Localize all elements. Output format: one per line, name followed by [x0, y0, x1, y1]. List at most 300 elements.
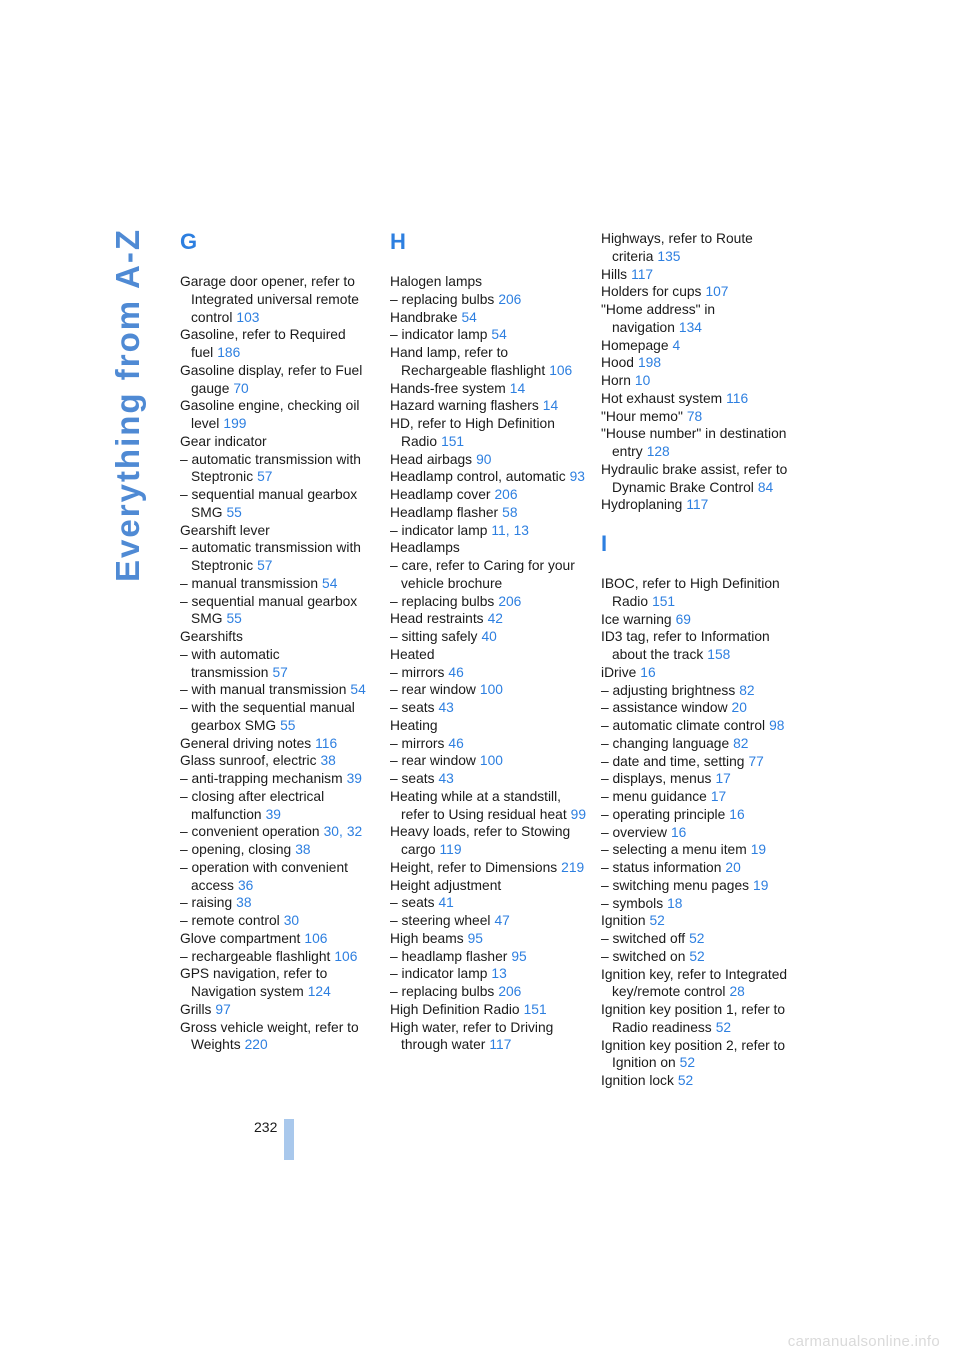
page-reference-link[interactable]: 124	[307, 984, 331, 999]
index-entry	[601, 266, 801, 284]
page-reference-link[interactable]: 54	[322, 575, 338, 591]
index-term: Horn	[601, 373, 631, 388]
index-entry	[390, 451, 590, 469]
index-entry	[180, 788, 380, 824]
page-reference-link[interactable]: 151	[652, 593, 676, 609]
index-term: Ignition key position 2, refer to Ignition on	[601, 1037, 786, 1071]
page-reference-link[interactable]: 57	[257, 469, 273, 485]
index-term: – changing language	[601, 735, 730, 751]
index-term: – selecting a menu item	[601, 842, 747, 858]
section-letter: G	[180, 229, 198, 254]
index-entry	[390, 468, 590, 486]
index-term: Hood	[601, 355, 634, 371]
page-reference-link[interactable]: 106	[304, 930, 328, 946]
index-entry	[390, 397, 590, 415]
index-term: – seats	[390, 700, 435, 715]
page-reference-link[interactable]: 39	[346, 771, 362, 786]
index-entry	[390, 326, 590, 344]
index-entry	[390, 877, 590, 895]
index-entry	[180, 362, 380, 398]
index-term: Hydraulic brake assist, refer to Dynamic Brake Control	[601, 461, 788, 495]
page-reference-link[interactable]: 117	[631, 266, 654, 282]
page-reference-link[interactable]: 206	[494, 487, 518, 502]
index-term: Hills	[601, 266, 628, 282]
index-term: "Home address" in navigation	[601, 302, 716, 335]
index-entry	[390, 770, 590, 788]
page-reference-link[interactable]: 107	[705, 284, 729, 300]
index-term: – care, refer to Caring for your vehicle brochure	[390, 558, 575, 591]
page-reference-link[interactable]: 55	[226, 611, 242, 627]
page-reference-link[interactable]: 20	[731, 700, 747, 716]
index-term: "House number" in destination entry	[601, 426, 787, 459]
index-entry	[180, 451, 380, 487]
page-reference-link[interactable]: 52	[677, 1073, 694, 1088]
index-entry	[390, 486, 590, 504]
index-term: – remote control	[180, 913, 280, 928]
index-term: Head restraints	[390, 611, 484, 627]
index-entry	[601, 806, 801, 824]
index-term: – steering wheel	[390, 913, 491, 928]
index-term: General driving notes	[180, 735, 312, 751]
index-term: – mirrors	[390, 664, 445, 680]
index-entry	[390, 628, 590, 646]
index-term: Highways, refer to Route criteria	[601, 231, 753, 264]
page-reference-link[interactable]: 14	[509, 380, 526, 396]
index-entry	[601, 611, 801, 629]
page-reference-link[interactable]: 106	[549, 362, 573, 378]
index-term: – indicator lamp	[390, 522, 488, 538]
page-reference-link[interactable]: 55	[226, 504, 242, 520]
section-letter: H	[390, 229, 406, 254]
index-term: Headlamps	[390, 540, 460, 556]
page-reference-link[interactable]: 30	[323, 824, 339, 840]
index-term: – status information	[601, 860, 722, 875]
page-reference-link[interactable]: 52	[679, 1055, 696, 1071]
page-reference-link[interactable]: 116	[315, 735, 338, 751]
page-reference-link[interactable]: 41	[438, 895, 454, 911]
page-reference-link[interactable]: 151	[523, 1001, 547, 1017]
page-reference-link[interactable]: 17	[710, 789, 727, 804]
page-ref-separator: ,	[505, 522, 510, 538]
page-reference-link[interactable]: 116	[726, 390, 749, 406]
section-letter: I	[601, 531, 608, 556]
index-term: – operating principle	[601, 806, 726, 822]
index-entry	[601, 664, 801, 682]
page-ref-separator: ,	[338, 824, 343, 840]
index-entry	[601, 230, 801, 266]
index-entry	[601, 425, 801, 461]
index-term: Homepage	[601, 337, 669, 353]
page-reference-link[interactable]: 78	[686, 408, 703, 424]
index-term: Heating	[390, 717, 438, 733]
index-term: – replacing bulbs	[390, 593, 495, 609]
index-entry	[390, 309, 590, 327]
page-reference-link[interactable]: 95	[467, 930, 483, 946]
index-term: iDrive	[601, 664, 637, 680]
index-term: – menu guidance	[601, 789, 707, 804]
page-reference-link[interactable]: 54	[461, 309, 477, 325]
page-reference-link[interactable]: 57	[257, 558, 273, 573]
index-entry	[601, 496, 801, 514]
index-entry	[601, 824, 801, 842]
page-reference-link[interactable]: 39	[265, 806, 281, 822]
page-reference-link[interactable]: 151	[441, 433, 465, 449]
index-term: – convenient operation	[180, 824, 320, 840]
index-term: Head airbags	[390, 451, 473, 467]
index-term: Gasoline display, refer to Fuel gauge	[180, 362, 363, 396]
index-entry	[390, 504, 590, 522]
page-number: 232	[254, 1119, 278, 1135]
index-term: – automatic climate control	[601, 718, 766, 733]
index-entry	[390, 681, 590, 699]
page-reference-link[interactable]: 40	[481, 629, 497, 644]
page-reference-link[interactable]: 206	[498, 593, 522, 609]
index-entry	[390, 983, 590, 1001]
page-reference-link[interactable]: 38	[320, 753, 336, 769]
page-reference-link[interactable]: 52	[689, 948, 705, 964]
index-term: Hands-free system	[390, 380, 506, 396]
index-term: – symbols	[601, 895, 664, 911]
index-entry	[601, 841, 801, 859]
index-term: – overview	[601, 824, 667, 840]
page-reference-link[interactable]: 82	[739, 682, 755, 698]
index-entry	[180, 397, 380, 433]
index-entry	[180, 894, 380, 912]
index-term: Glass sunroof, electric	[180, 753, 317, 769]
page-reference-link[interactable]: 36	[237, 877, 254, 893]
index-term: Headlamp cover	[390, 487, 491, 502]
page-reference-link[interactable]: 90	[476, 451, 492, 467]
index-term: Halogen lamps	[390, 274, 483, 289]
index-entry	[180, 326, 380, 362]
index-term: – mirrors	[390, 735, 445, 751]
index-entry	[180, 273, 380, 326]
index-entry	[390, 646, 590, 664]
index-entry	[601, 372, 801, 390]
page-reference-link[interactable]: 206	[498, 984, 522, 999]
index-term: – assistance window	[601, 700, 728, 716]
index-entry	[390, 894, 590, 912]
index-entry	[180, 859, 380, 895]
page-reference-link[interactable]: 55	[280, 717, 296, 733]
index-term: High beams	[390, 930, 464, 946]
index-entry	[390, 415, 590, 451]
index-term: Holders for cups	[601, 284, 702, 300]
page-reference-link[interactable]: 117	[686, 497, 709, 513]
index-entry	[390, 273, 590, 291]
index-entry	[601, 1072, 801, 1090]
index-entry	[180, 770, 380, 788]
index-entry	[180, 646, 380, 682]
index-term: – indicator lamp	[390, 966, 488, 982]
index-entry	[390, 557, 590, 593]
page-reference-link[interactable]: 42	[487, 611, 503, 627]
page-reference-link[interactable]: 11	[491, 522, 506, 538]
page-reference-link[interactable]: 54	[350, 682, 366, 698]
index-entry	[601, 895, 801, 913]
index-entry	[390, 1019, 590, 1055]
page-reference-link[interactable]: 19	[750, 842, 767, 858]
index-term: Heating while at a standstill, refer to Using residual heat	[390, 788, 567, 822]
index-term: Grills	[180, 1001, 212, 1017]
index-column-2	[390, 228, 590, 1054]
page-reference-link[interactable]: 158	[707, 647, 731, 662]
index-term: – sequential manual gearbox SMG	[180, 487, 358, 520]
index-column-3	[601, 230, 801, 1090]
page-reference-link[interactable]: 52	[689, 931, 705, 946]
index-entry	[390, 539, 590, 557]
page-reference-link[interactable]: 18	[667, 895, 683, 911]
index-term: Heated	[390, 646, 435, 662]
index-entry	[601, 859, 801, 877]
page-reference-link[interactable]: 84	[757, 479, 774, 495]
index-column-1	[180, 228, 380, 1054]
page-reference-link[interactable]: 17	[715, 771, 731, 787]
index-term: Heavy loads, refer to Stowing cargo	[390, 824, 571, 857]
page-reference-link[interactable]: 52	[715, 1019, 732, 1035]
index-term: "Hour memo"	[601, 408, 683, 424]
index-term: Ignition lock	[601, 1073, 674, 1088]
index-entry	[390, 823, 590, 859]
page-reference-link[interactable]: 46	[448, 664, 464, 680]
index-entry	[390, 291, 590, 309]
page-reference-link[interactable]: 13	[491, 966, 507, 982]
page-reference-link[interactable]: 38	[236, 895, 252, 911]
page-reference-link[interactable]: 46	[448, 735, 464, 751]
index-entry	[180, 735, 380, 753]
index-term: – closing after electrical malfunction	[180, 788, 325, 822]
index-entry	[601, 682, 801, 700]
index-term: Gearshift lever	[180, 522, 270, 538]
page-reference-link[interactable]: 206	[498, 291, 522, 307]
index-entry	[390, 912, 590, 930]
page-reference-link[interactable]: 70	[233, 380, 249, 396]
index-term: High water, refer to Driving through water	[390, 1019, 554, 1053]
index-term: – seats	[390, 895, 435, 911]
index-entry	[390, 1001, 590, 1019]
index-entry	[390, 930, 590, 948]
page-reference-link[interactable]: 117	[489, 1037, 512, 1053]
page-reference-link[interactable]: 19	[753, 877, 769, 893]
index-entry	[180, 912, 380, 930]
index-entry	[180, 965, 380, 1001]
page-reference-link[interactable]: 16	[640, 664, 656, 680]
index-term: – rechargeable flashlight	[180, 948, 331, 964]
index-entry	[601, 337, 801, 355]
page-reference-link[interactable]: 82	[733, 735, 749, 751]
index-term: – switching menu pages	[601, 877, 750, 893]
index-entry	[390, 593, 590, 611]
index-entry	[180, 823, 380, 841]
page-reference-link[interactable]: 135	[657, 248, 681, 264]
page-reference-link[interactable]: 28	[729, 984, 745, 1000]
watermark: carmanualsonline.info	[787, 1333, 940, 1350]
index-entry	[390, 610, 590, 628]
page-reference-link[interactable]: 54	[491, 327, 507, 343]
index-term: – anti-trapping mechanism	[180, 771, 343, 786]
page-reference-link[interactable]: 69	[675, 611, 691, 627]
page-reference-link[interactable]: 98	[769, 718, 785, 733]
index-entry	[180, 1001, 380, 1019]
page-reference-link[interactable]: 57	[272, 664, 288, 680]
index-term: Height adjustment	[390, 877, 502, 893]
index-term: – switched on	[601, 948, 686, 964]
index-term: – manual transmission	[180, 575, 319, 591]
index-entry	[601, 877, 801, 895]
index-entry	[180, 628, 380, 646]
index-term: IBOC, refer to High Definition Radio	[601, 576, 780, 609]
index-term: GPS navigation, refer to Navigation system	[180, 966, 328, 999]
index-term: – sequential manual gearbox SMG	[180, 593, 358, 627]
index-entry	[390, 948, 590, 966]
index-term: Garage door opener, refer to Integrated universal remote control	[180, 274, 359, 325]
page-reference-link[interactable]: 100	[479, 753, 503, 769]
index-entry	[601, 301, 801, 337]
index-term: – automatic transmission with Steptronic	[180, 540, 361, 573]
index-entry	[180, 948, 380, 966]
index-entry	[180, 681, 380, 699]
index-entry	[180, 1019, 380, 1055]
page-reference-link[interactable]: 4	[672, 337, 681, 353]
index-entry	[390, 965, 590, 983]
page-reference-link[interactable]: 10	[634, 373, 651, 388]
page-reference-link[interactable]: 38	[295, 842, 311, 857]
page-reference-link[interactable]: 119	[439, 842, 462, 857]
index-term: – seats	[390, 771, 435, 786]
index-entry	[390, 522, 590, 540]
index-term: HD, refer to High Definition Radio	[390, 416, 555, 449]
page-reference-link[interactable]: 14	[542, 398, 559, 414]
index-term: Ignition key position 1, refer to Radio readiness	[601, 1002, 786, 1035]
index-term: Ignition key, refer to Integrated key/remote control	[601, 966, 788, 1000]
index-entry	[390, 664, 590, 682]
page-reference-link[interactable]: 106	[334, 948, 358, 964]
page-reference-link[interactable]: 58	[502, 504, 518, 520]
index-entry	[601, 628, 801, 664]
index-entry	[180, 433, 380, 451]
index-entry	[601, 408, 801, 426]
page-reference-link[interactable]: 97	[215, 1001, 231, 1017]
index-term: Ignition	[601, 913, 646, 929]
page-reference-link[interactable]: 186	[217, 345, 241, 360]
index-term: – raising	[180, 895, 233, 911]
index-term: Gasoline engine, checking oil level	[180, 398, 360, 431]
index-term: Hot exhaust system	[601, 390, 723, 406]
index-entry	[390, 788, 590, 824]
index-entry	[180, 752, 380, 770]
index-entry	[601, 354, 801, 372]
index-entry	[601, 788, 801, 806]
page-reference-link[interactable]: 220	[244, 1037, 268, 1053]
page-reference-link[interactable]: 100	[479, 682, 503, 698]
index-entry	[180, 539, 380, 575]
index-term: – replacing bulbs	[390, 984, 495, 999]
index-entry	[601, 575, 801, 611]
page-reference-link[interactable]: 198	[637, 355, 662, 371]
index-entry	[601, 948, 801, 966]
index-entry	[601, 1037, 801, 1073]
index-term: High Definition Radio	[390, 1001, 520, 1017]
index-term: Hazard warning flashers	[390, 398, 539, 414]
index-term: – indicator lamp	[390, 327, 488, 343]
page-reference-link[interactable]: 16	[729, 806, 745, 822]
page-reference-link[interactable]: 32	[346, 824, 363, 840]
index-entry	[601, 1001, 801, 1037]
side-title: Everything from A-Z	[109, 228, 146, 582]
index-term: – date and time, setting	[601, 753, 745, 769]
page-reference-link[interactable]: 199	[223, 416, 247, 431]
index-entry	[390, 717, 590, 735]
index-entry	[601, 390, 801, 408]
page-reference-link[interactable]: 52	[649, 913, 665, 929]
page-reference-link[interactable]: 95	[511, 948, 527, 964]
index-term: – headlamp flasher	[390, 948, 508, 964]
index-entry	[180, 593, 380, 629]
index-term: Headlamp flasher	[390, 504, 499, 520]
page-reference-link[interactable]: 20	[725, 860, 741, 875]
page-reference-link[interactable]: 30	[283, 913, 300, 928]
page-reference-link[interactable]: 43	[438, 700, 454, 715]
index-term: Ice warning	[601, 611, 672, 627]
index-term: Handbrake	[390, 309, 458, 325]
index-entry	[601, 699, 801, 717]
index-entry	[601, 735, 801, 753]
index-entry	[390, 735, 590, 753]
index-term: – adjusting brightness	[601, 682, 736, 698]
index-term: Hand lamp, refer to Rechargeable flashlight	[390, 345, 546, 378]
index-term: Glove compartment	[180, 930, 301, 946]
page-reference-link[interactable]: 219	[561, 859, 585, 875]
index-term: Gearshifts	[180, 629, 243, 644]
index-term: – switched off	[601, 931, 686, 946]
index-term: Gear indicator	[180, 433, 267, 449]
page-reference-link[interactable]: 134	[678, 319, 702, 335]
index-entry	[601, 912, 801, 930]
index-entry	[601, 770, 801, 788]
index-entry	[601, 966, 801, 1002]
index-entry	[180, 486, 380, 522]
page-reference-link[interactable]: 103	[236, 309, 260, 325]
page-reference-link[interactable]: 47	[494, 913, 510, 928]
index-entry	[180, 841, 380, 859]
page-reference-link[interactable]: 128	[646, 444, 670, 459]
page-reference-link[interactable]: 43	[438, 771, 454, 786]
index-entry	[601, 753, 801, 771]
index-entry	[390, 699, 590, 717]
index-term: Gross vehicle weight, refer to Weights	[180, 1019, 359, 1053]
page-reference-link[interactable]: 93	[569, 469, 585, 485]
index-term: – rear window	[390, 753, 476, 769]
index-term: Hydroplaning	[601, 497, 683, 513]
index-entry	[601, 717, 801, 735]
index-entry	[601, 461, 801, 497]
page-reference-link[interactable]: 77	[748, 753, 764, 769]
index-entry	[180, 699, 380, 735]
index-entry	[390, 859, 590, 877]
index-term: – automatic transmission with Steptronic	[180, 451, 361, 485]
index-term: Headlamp control, automatic	[390, 469, 566, 485]
page-reference-link[interactable]: 13	[513, 522, 529, 538]
index-entry	[390, 344, 590, 380]
index-entry	[601, 930, 801, 948]
page-reference-link[interactable]: 16	[670, 824, 687, 840]
page-reference-link[interactable]: 99	[570, 806, 587, 822]
index-term: – with manual transmission	[180, 682, 347, 698]
index-term: ID3 tag, refer to Information about the track	[601, 629, 770, 662]
index-term: Gasoline, refer to Required fuel	[180, 327, 346, 360]
index-term: – with the sequential manual gearbox SMG	[180, 700, 355, 733]
index-term: – displays, menus	[601, 771, 712, 787]
